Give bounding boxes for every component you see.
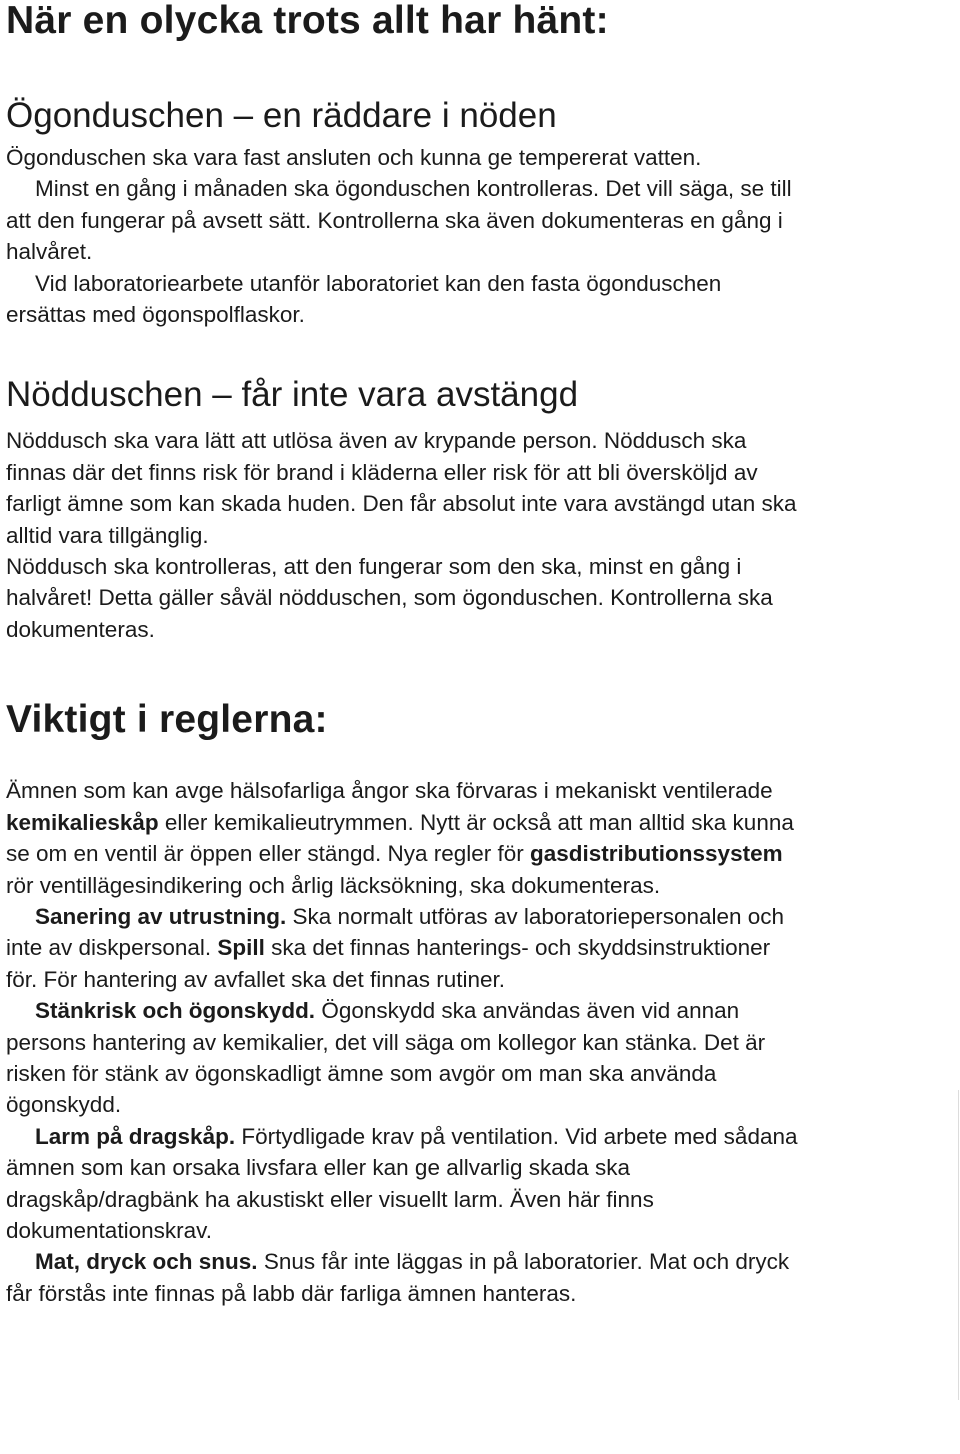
- rules-paragraph-5: [6, 1246, 806, 1309]
- rules-p5-bold-a: Mat, dryck och snus.: [35, 1249, 258, 1275]
- rules-p1-text-c: eller kemikalieutrymmen. Nytt är också att man alltid ska kunna se om en ventil är öppen eller stängd. Nya regler för: [6, 809, 794, 867]
- emergency-shower-paragraph-1: Nöddusch ska vara lätt att utlösa även av krypande person. Nöddusch ska finnas där det finns risk för brand i kläderna eller risk för att bli översköljd av farligt ämne som kan skada huden. Den får absolut inte vara avstängd utan ska alltid vara tillgänglig.: [6, 428, 797, 548]
- rules-p4-text-b: Förtydligade krav på ventilation. Vid arbete med sådana ämnen som kan orsaka livsfara eller kan ge allvarlig skada ska dragskåp/dragbänk ha akustiskt eller visuellt larm. Även här finns dokumentationskrav.: [6, 1123, 798, 1243]
- page-edge-line: [958, 1090, 959, 1400]
- rules-paragraph-4: [6, 1121, 806, 1247]
- rules-p5-text-b: Snus får inte läggas in på laboratorier. Mat och dryck får förstås inte finnas på labb där farliga ämnen hanteras.: [6, 1249, 790, 1306]
- rules-paragraph-3: [6, 995, 806, 1121]
- rules-p2-text-d: ska det finnas hanterings- och skyddsinstruktioner för. För hantering av avfallet ska det finnas rutiner.: [6, 935, 771, 992]
- eyewash-paragraph-1: Ögonduschen ska vara fast ansluten och kunna ge tempererat vatten.: [6, 145, 702, 170]
- rules-paragraph-1: [6, 775, 806, 901]
- rules-p1-text-e: rör ventillägesindikering och årlig läcksökning, ska dokumenteras.: [6, 872, 661, 898]
- rules-p3-text-b: Ögonskydd ska användas även vid annan persons hantering av kemikalier, det vill säga om kollegor kan stänka. Det är risken för stänk av ögonskadligt ämne som avgör om man ska använda ögonskydd.: [6, 998, 766, 1118]
- eyewash-paragraph-2: Minst en gång i månaden ska ögonduschen kontrolleras. Det vill säga, se till att den fungerar på avsett sätt. Kontrollerna ska även dokumenteras en gång i halvåret.: [6, 176, 792, 265]
- rules-paragraph-2: [6, 901, 806, 995]
- rules-p4-bold-a: Larm på dragskåp.: [35, 1123, 236, 1149]
- rules-p1-bold-b: kemikalieskåp: [6, 809, 159, 835]
- rules-p2-bold-c: Spill: [217, 935, 265, 961]
- rules-p1-text-a: Ämnen som kan avge hälsofarliga ångor ska förvaras i mekaniskt ventilerade: [6, 778, 773, 804]
- document-page: [6, 0, 806, 1309]
- heading-rules: Viktigt i reglerna:: [6, 698, 328, 742]
- eyewash-title: Ögonduschen – en räddare i nöden: [6, 96, 557, 135]
- rules-p2-text-b: Ska normalt utföras av laboratoriepersonalen och inte av diskpersonal.: [6, 903, 785, 961]
- rules-p3-bold-a: Stänkrisk och ögonskydd.: [35, 998, 316, 1024]
- eyewash-paragraph-3: Vid laboratoriearbete utanför laboratoriet kan den fasta ögonduschen ersättas med ögonspolflaskor.: [6, 270, 722, 328]
- emergency-shower-title: Nödduschen – får inte vara avstängd: [6, 375, 579, 415]
- rules-p1-bold-d: gasdistributionssystem: [530, 841, 783, 867]
- rules-p2-bold-a: Sanering av utrustning.: [35, 903, 287, 929]
- emergency-shower-paragraph-2: Nöddusch ska kontrolleras, att den fungerar som den ska, minst en gång i halvåret! Detta gäller såväl nödduschen, som ögonduschen. Kontrollerna ska dokumenteras.: [6, 554, 773, 642]
- heading-accident: När en olycka trots allt har hänt:: [6, 0, 609, 42]
